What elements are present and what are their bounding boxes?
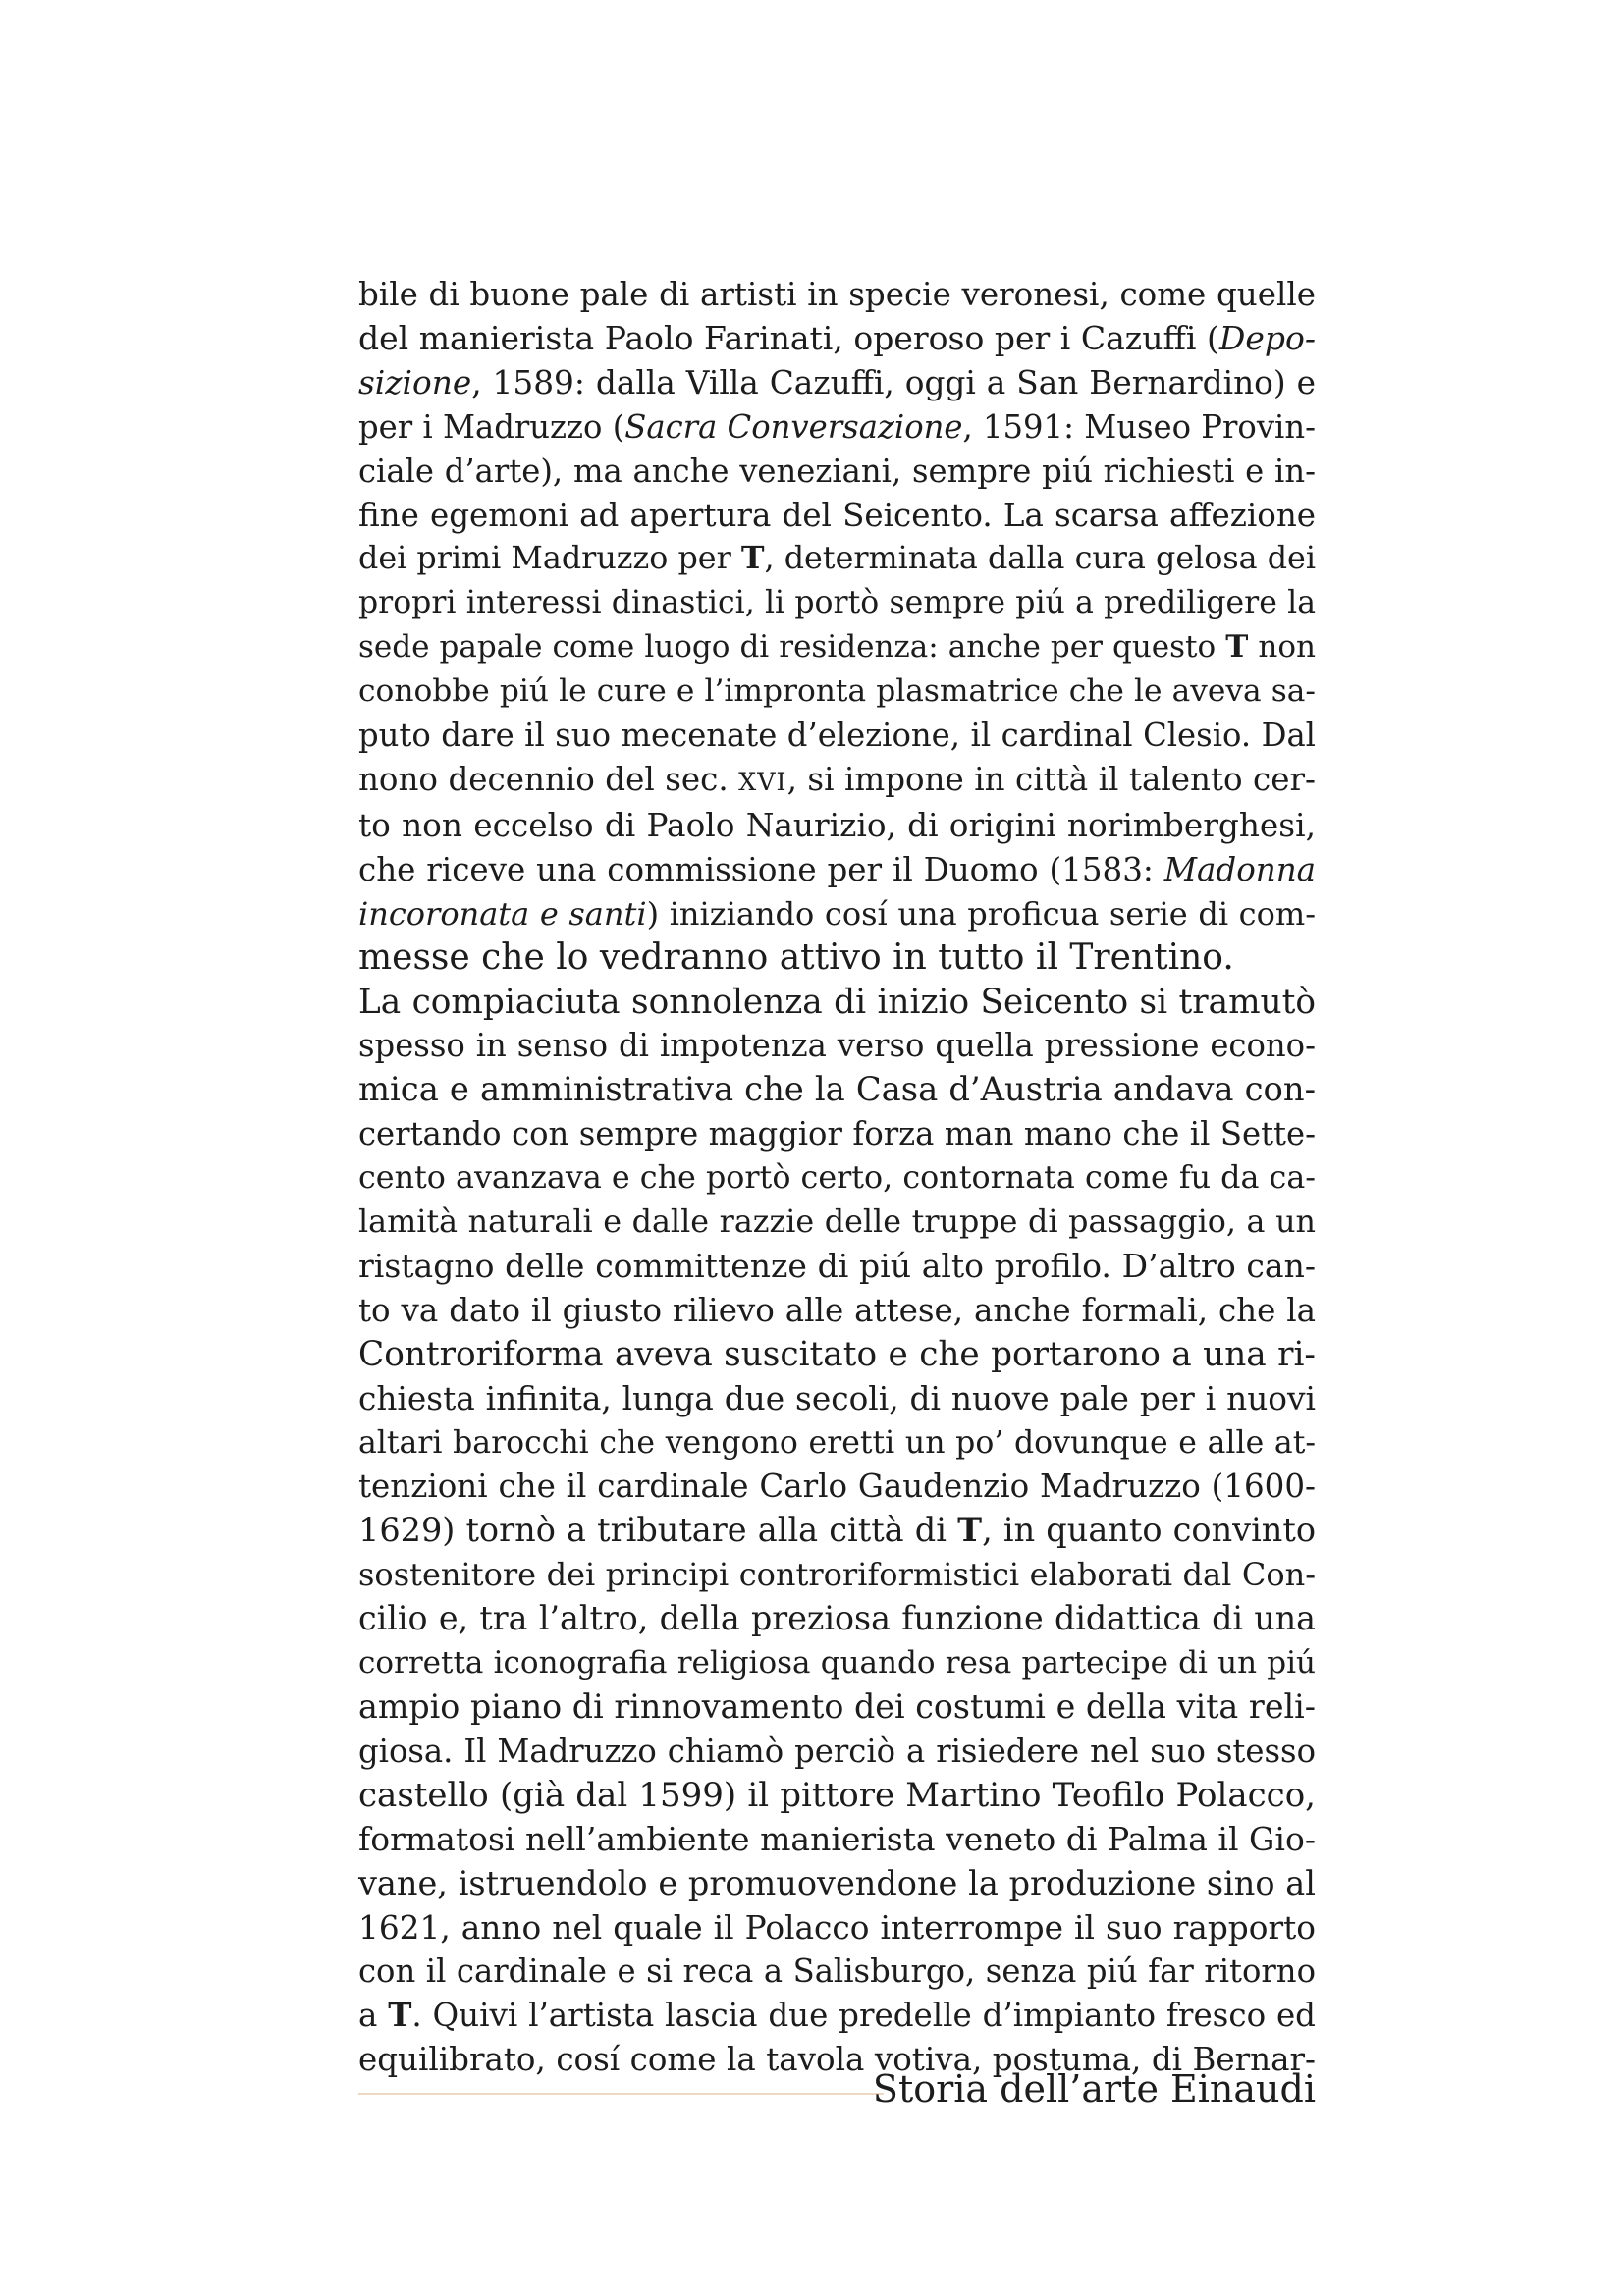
text-run: cento avanzava e che portò certo, contornata come fu da ca- (358, 1160, 1316, 1197)
text-line (358, 450, 1316, 494)
text-run: fine egemoni ad apertura del Seicento. La scarsa affezione (358, 496, 1316, 534)
text-run: spesso in senso di impotenza verso quella pressione econo- (358, 1027, 1316, 1065)
text-line (358, 1112, 1316, 1156)
italic-text: sizione (358, 363, 472, 401)
text-line (358, 1597, 1316, 1641)
italic-text: Madonna (1163, 850, 1316, 888)
text-run: propri interessi dinastici, li portò sempre piú a prediligere la (358, 585, 1316, 621)
footer-rule (358, 2093, 884, 2095)
text-run: to va dato il giusto rilievo alle attese, anche formali, che la (358, 1291, 1316, 1329)
text-line (358, 936, 1316, 981)
text-line (358, 1730, 1316, 1774)
text-run: certando con sempre maggior forza man mano che il Sette- (358, 1115, 1316, 1153)
text-line (358, 1553, 1316, 1597)
text-run: . Quivi l’artista lascia due predelle d’impianto fresco ed (411, 1997, 1316, 2035)
text-run: con il cardinale e si reca a Salisburgo, senza piú far ritorno (358, 1952, 1316, 1991)
text-run: altari barocchi che vengono eretti un po’ dovunque e alle at- (358, 1424, 1316, 1461)
text-line (358, 361, 1316, 405)
text-run: dei primi Madruzzo per (358, 541, 741, 577)
text-run: , 1589: dalla Villa Cazuffi, oggi a San Bernardino) e (471, 363, 1316, 401)
text-line (358, 1465, 1316, 1509)
text-line (358, 1509, 1316, 1553)
text-run: nono decennio del sec. (358, 760, 739, 798)
text-run: ampio piano di rinnovamento dei costumi e della vita reli- (358, 1687, 1316, 1726)
text-line (358, 1024, 1316, 1068)
text-run: corretta iconografia religiosa quando resa partecipe di un piú (358, 1645, 1316, 1682)
text-line (358, 1201, 1316, 1245)
text-run: ristagno delle committenze di piú alto profilo. D’altro can- (358, 1246, 1316, 1285)
text-run: formatosi nell’ambiente manierista veneto di Palma il Gio- (358, 1819, 1316, 1858)
text-line (358, 273, 1316, 317)
text-run: chiesta infinita, lunga due secoli, di nuove pale per i nuovi (358, 1379, 1316, 1417)
text-run: Controriforma aveva suscitato e che portarono a una ri- (358, 1334, 1316, 1374)
text-line (358, 494, 1316, 538)
text-run: ) iniziando cosí una proficua serie di com- (646, 894, 1317, 933)
text-line (358, 1333, 1316, 1377)
text-line (358, 1156, 1316, 1201)
italic-text: incoronata e santi (358, 894, 647, 933)
italic-text: Sacra Conversazione (624, 407, 963, 446)
text-run: cilio e, tra l’altro, della preziosa funzione didattica di una (358, 1599, 1316, 1638)
text-run: conobbe piú le cure e l’impronta plasmatrice che le aveva sa- (358, 673, 1316, 710)
italic-text: Depo- (1218, 318, 1316, 357)
small-caps-text: XVI (738, 766, 787, 796)
text-run: bile di buone pale di artisti in specie veronesi, come quelle (358, 276, 1316, 313)
text-run: che riceve una commissione per il Duomo (1583: (358, 850, 1164, 888)
text-line (358, 1421, 1316, 1466)
text-line (358, 1774, 1316, 1818)
text-line (358, 581, 1316, 625)
text-line (358, 714, 1316, 758)
text-line (358, 1906, 1316, 1950)
text-line (358, 1068, 1316, 1112)
text-run: sostenitore dei principi controriformistici elaborati dal Con- (358, 1556, 1316, 1594)
bold-text: T (1225, 629, 1249, 666)
bold-text: T (740, 540, 765, 577)
footer-publisher-title: Storia dell’arte Einaudi (872, 2067, 1316, 2110)
text-line (358, 1377, 1316, 1421)
text-line (358, 1289, 1316, 1333)
text-run: castello (già dal 1599) il pittore Martino Teofilo Polacco, (358, 1775, 1316, 1815)
text-line (358, 1641, 1316, 1685)
text-line (358, 804, 1316, 848)
text-run: equilibrato, cosí come la tavola votiva, postuma, di Bernar- (358, 2041, 1316, 2079)
text-run: puto dare il suo mecenate d’elezione, il cardinal Clesio. Dal (358, 717, 1316, 755)
text-run: , in quanto convinto (982, 1511, 1316, 1550)
bold-text: T (957, 1511, 983, 1550)
text-line (358, 1245, 1316, 1289)
text-line (358, 317, 1316, 361)
text-line (358, 892, 1316, 936)
text-line (358, 669, 1316, 714)
body-text (358, 273, 1316, 2082)
text-run: vane, istruendolo e promuovendone la produzione sino al (358, 1863, 1316, 1902)
text-run: 1621, anno nel quale il Polacco interrompe il suo rapporto (358, 1908, 1316, 1947)
text-line (358, 1994, 1316, 2038)
text-run: non (1248, 629, 1316, 666)
text-run: to non eccelso di Paolo Naurizio, di origini norimberghesi, (358, 806, 1316, 844)
text-run: lamità naturali e dalle razzie delle truppe di passaggio, a un (358, 1204, 1316, 1241)
text-line (358, 758, 1316, 804)
text-run: sede papale come luogo di residenza: anche per questo (358, 629, 1226, 666)
text-line (358, 981, 1316, 1025)
text-run: messe che lo vedranno attivo in tutto il Trentino. (358, 936, 1234, 978)
text-line (358, 1949, 1316, 1994)
text-line (358, 848, 1316, 892)
text-line (358, 405, 1316, 450)
text-line (358, 625, 1316, 669)
text-line (358, 1685, 1316, 1730)
text-run: , determinata dalla cura gelosa dei (764, 541, 1316, 577)
text-run: per i Madruzzo ( (358, 407, 625, 446)
text-run: tenzioni che il cardinale Carlo Gaudenzio Madruzzo (1600- (358, 1468, 1316, 1506)
text-run: mica e amministrativa che la Casa d’Austria andava con- (358, 1070, 1316, 1109)
text-line (358, 1862, 1316, 1906)
page-footer (358, 2059, 1316, 2118)
text-run: del manierista Paolo Farinati, operoso per i Cazuffi ( (358, 318, 1219, 357)
text-run: a (358, 1997, 389, 2035)
text-run: 1629) tornò a tributare alla città di (358, 1511, 958, 1550)
text-run: , 1591: Museo Provin- (962, 407, 1317, 446)
bold-text: T (388, 1996, 412, 2035)
text-run: , si impone in città il talento cer- (786, 760, 1317, 798)
text-line (358, 537, 1316, 581)
text-line (358, 1818, 1316, 1862)
text-run: ciale d’arte), ma anche veneziani, sempre piú richiesti e in- (358, 452, 1316, 490)
text-run: La compiaciuta sonnolenza di inizio Seicento si tramutò (358, 982, 1316, 1022)
text-run: giosa. Il Madruzzo chiamò perciò a risiedere nel suo stesso (358, 1732, 1316, 1770)
